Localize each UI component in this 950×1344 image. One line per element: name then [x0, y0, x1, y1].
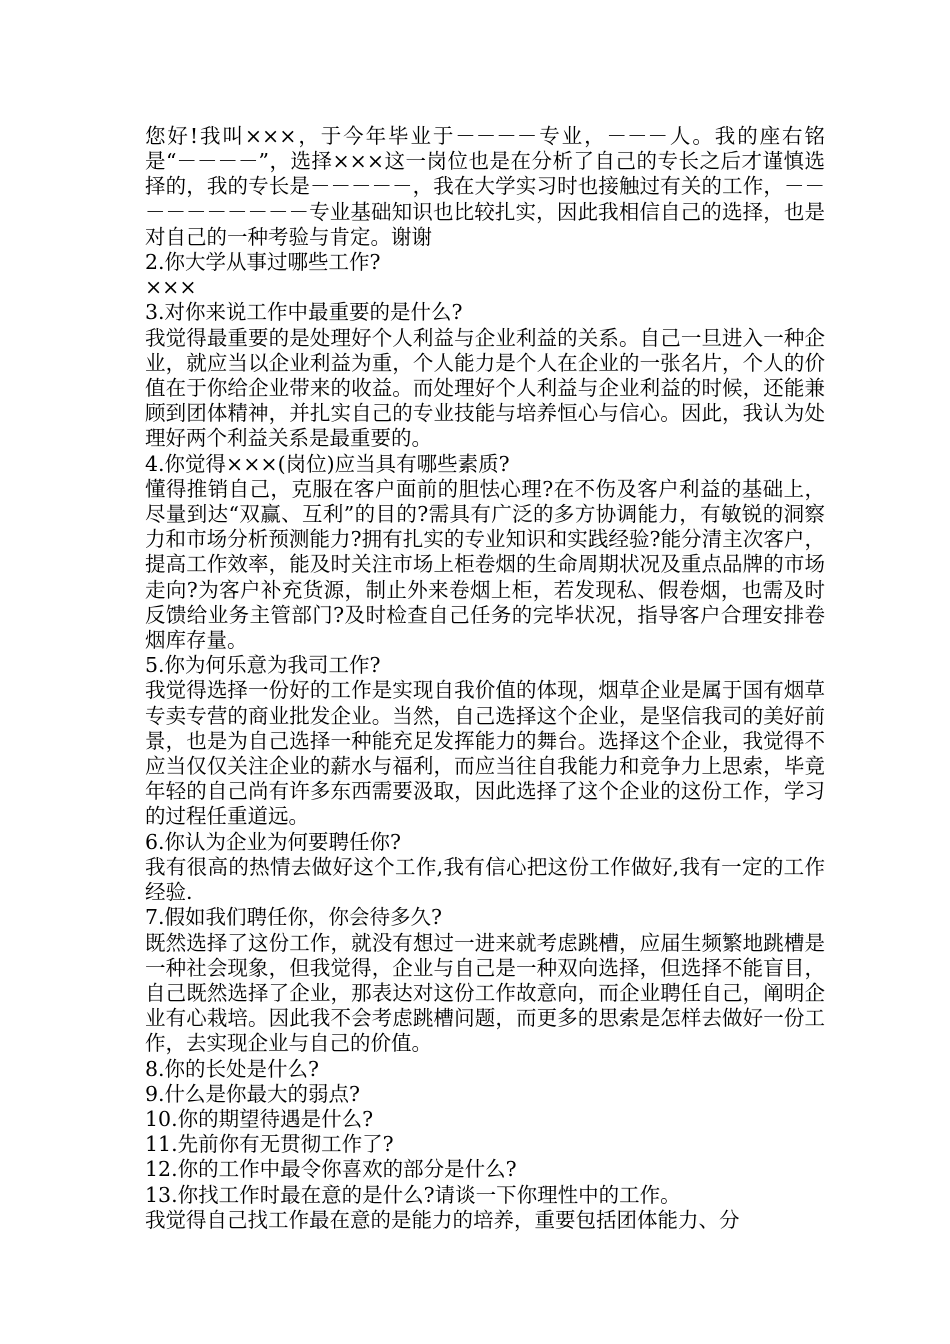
question-11: 11.先前你有无贯彻工作了? [145, 1132, 394, 1157]
answer-4: 懂得推销自己，克服在客户面前的胆怯心理?在不伤及客户利益的基础上，尽量到达“双赢、互利”的目的?需具有广泛的多方协调能力，有敏锐的洞察力和市场分析预测能力?拥有扎实的专业知识和实践经验?能分清主次客户，提高工作效率，能及时关注市场上柜卷烟的生命周期状况及重点品牌的市场走向?为客户补充货源，制止外来卷烟上柜，若发现私、假卷烟，也需及时反馈给业务主管部门?及时检查自己任务的完毕状况，指导客户合理安排卷烟库存量。 [145, 476, 825, 653]
question-7: 7.假如我们聘任你，你会待多久? [145, 905, 443, 930]
question-4: 4.你觉得×××(岗位)应当具有哪些素质? [145, 451, 510, 476]
question-8: 8.你的长处是什么? [145, 1056, 320, 1081]
answer-3: 我觉得最重要的是处理好个人利益与企业利益的关系。自己一旦进入一种企业，就应当以企业利益为重，个人能力是个人在企业的一张名片，个人的价值在于你给企业带来的收益。而处理好个人利益与企业利益的时候，还能兼顾到团体精神，并扎实自己的专业技能与培养恒心与信心。因此，我认为处理好两个利益关系是最重要的。 [145, 325, 825, 451]
answer-2: ××× [145, 275, 197, 300]
document-body [145, 124, 825, 1233]
question-10: 10.你的期望待遇是什么? [145, 1106, 374, 1131]
answer-13: 我觉得自己找工作最在意的是能力的培养，重要包括团体能力、分 [145, 1207, 740, 1232]
answer-6: 我有很高的热情去做好这个工作,我有信心把这份工作做好,我有一定的工作经验. [145, 854, 825, 905]
question-12: 12.你的工作中最令你喜欢的部分是什么? [145, 1157, 517, 1182]
question-13: 13.你找工作时最在意的是什么?请谈一下你理性中的工作。 [145, 1182, 681, 1207]
question-5: 5.你为何乐意为我司工作? [145, 653, 381, 678]
question-6: 6.你认为企业为何要聘任你? [145, 829, 402, 854]
question-9: 9.什么是你最大的弱点? [145, 1081, 361, 1106]
question-2: 2.你大学从事过哪些工作? [145, 250, 381, 275]
paragraph-self-introduction: 您好!我叫×××，于今年毕业于－－－－专业，－－－人。我的座右铭是“－－－－”，选择×××这一岗位也是在分析了自己的专长之后才谨慎选择的，我的专长是－－－－－，我在大学实习时也接触过有关的工作，－－－－－－－－－－专业基础知识也比较扎实，因此我相信自己的选择，也是对自己的一种考验与肯定。谢谢 [145, 124, 825, 249]
answer-7: 既然选择了这份工作，就没有想过一进来就考虑跳槽，应届生频繁地跳槽是一种社会现象，但我觉得，企业与自己是一种双向选择，但选择不能盲目，自己既然选择了企业，那表达对这份工作故意向，而企业聘任自己，阐明企业有心栽培。因此我不会考虑跳槽问题，而更多的思索是怎样去做好一份工作，去实现企业与自己的价值。 [145, 930, 825, 1056]
question-3: 3.对你来说工作中最重要的是什么? [145, 300, 463, 325]
answer-5: 我觉得选择一份好的工作是实现自我价值的体现，烟草企业是属于国有烟草专卖专营的商业批发企业。当然，自己选择这个企业，是坚信我司的美好前景，也是为自己选择一种能充足发挥能力的舞台。选择这个企业，我觉得不应当仅仅关注企业的薪水与福利，而应当往自我能力和竞争力上思索，毕竟年轻的自己尚有许多东西需要汲取，因此选择了这个企业的这份工作，学习的过程任重道远。 [145, 678, 825, 829]
